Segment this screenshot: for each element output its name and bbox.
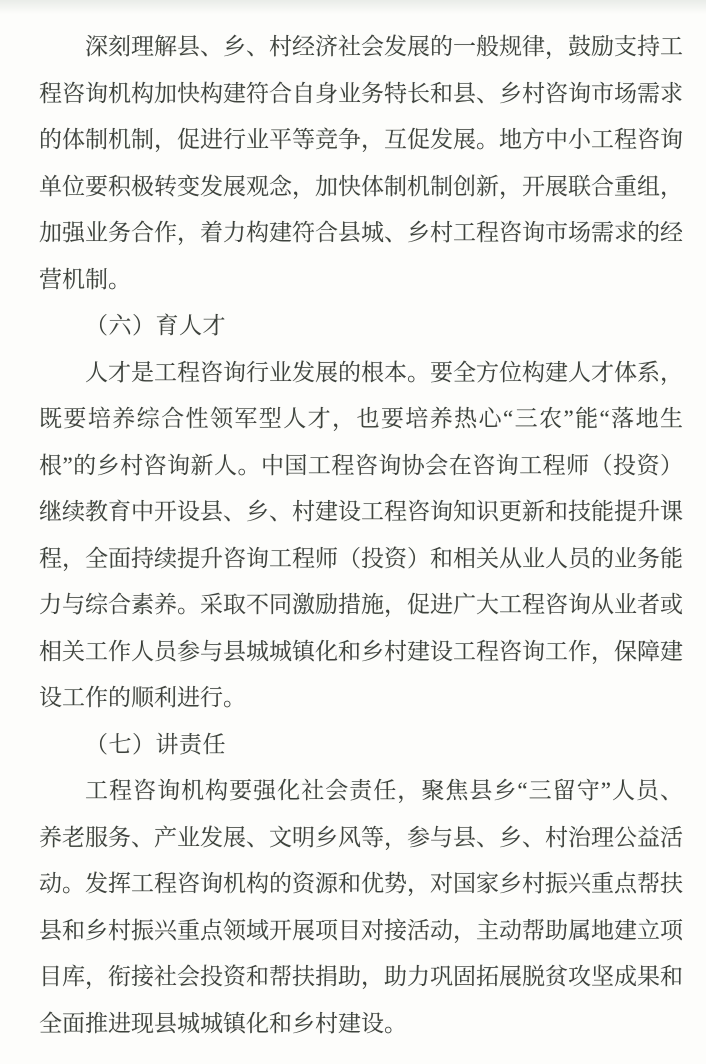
heading-section-6: [39, 303, 683, 350]
text-line: 全面推进现县城城镇化和乡村建设。: [39, 1010, 407, 1036]
text-line: 深刻理解县、乡、村经济社会发展的一般规律，鼓励支持工: [85, 34, 683, 59]
text-line: 加强业务合作，着力构建符合县城、乡村工程咨询市场需求的经: [39, 220, 683, 246]
text-line: 工程咨询机构要强化社会责任，聚焦县乡“三留守”人员、: [85, 778, 683, 804]
text-line: 继续教育中开设县、乡、村建设工程咨询知识更新和技能提升课: [39, 499, 683, 525]
text-line: 的体制机制，促进行业平等竞争，互促发展。地方中小工程咨询: [39, 127, 683, 153]
text-line: 力与综合素养。采取不同激励措施，促进广大工程咨询从业者或: [39, 592, 683, 618]
heading-section-7: [39, 722, 683, 769]
text-line: 程，全面持续提升咨询工程师（投资）和相关从业人员的业务能: [39, 545, 683, 571]
text-line: 目库，衔接社会投资和帮扶捐助，助力巩固拓展脱贫攻坚成果和: [39, 964, 683, 990]
paragraph-develop-mechanism: [39, 24, 683, 303]
text-line: 动。发挥工程咨询机构的资源和优势，对国家乡村振兴重点帮扶: [39, 871, 683, 897]
text-line: 营机制。: [39, 266, 131, 292]
text-line: 相关工作人员参与县城城镇化和乡村建设工程咨询工作，保障建: [39, 638, 683, 664]
heading-line: （七）讲责任: [85, 731, 226, 757]
text-line: 设工作的顺利进行。: [39, 685, 246, 711]
text-line: 县和乡村振兴重点领域开展项目对接活动，主动帮助属地建立项: [39, 917, 683, 943]
text-line: 既要培养综合性领军型人才，也要培养热心“三农”能“落地生: [39, 406, 683, 432]
text-line: 根”的乡村咨询新人。中国工程咨询协会在咨询工程师（投资）: [39, 452, 683, 478]
text-line: 单位要积极转变发展观念，加快体制机制创新，开展联合重组，: [39, 173, 683, 199]
paragraph-responsibility: [39, 768, 683, 1047]
document-body: [39, 24, 683, 1047]
text-line: 养老服务、产业发展、文明乡风等，参与县、乡、村治理公益活: [39, 824, 683, 850]
text-line: 程咨询机构加快构建符合自身业务特长和县、乡村咨询市场需求: [39, 80, 683, 106]
scan-edge-shadow: [0, 0, 706, 14]
paragraph-talent: [39, 350, 683, 722]
heading-line: （六）育人才: [85, 313, 226, 339]
text-line: 人才是工程咨询行业发展的根本。要全方位构建人才体系，: [85, 359, 683, 385]
